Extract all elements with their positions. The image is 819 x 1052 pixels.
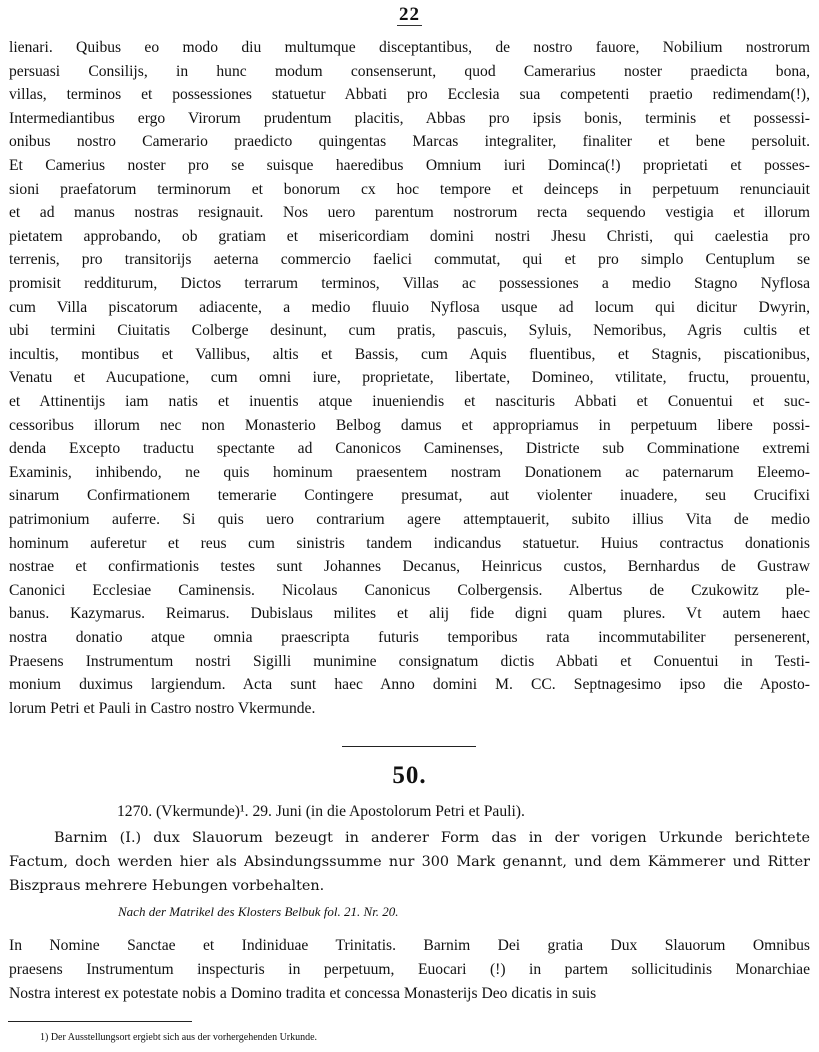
summary-line: Barnim (I.) dux Slauorum bezeugt in anderer Form das in der vorigen Urkunde berichtete bbox=[54, 830, 810, 846]
text-line: Canonici Ecclesiae Caminensis. Nicolaus Canonicus Colbergensis. Albertus de Czukowitz ple- bbox=[9, 581, 810, 599]
text-line: patrimonium auferre. Si quis uero contrarium agere attemptauerit, subito illius Vita de medio bbox=[9, 511, 810, 528]
text-line: incultis, montibus et Vallibus, altis et Bassis, cum Aquis fluentibus, et Stagnis, piscationibus, bbox=[9, 345, 810, 363]
section-divider bbox=[342, 746, 476, 747]
text-line: Venatu et Aucupatione, cum omni iure, proprietate, libertate, Domineo, vtilitate, fructu, prouentu, bbox=[9, 369, 810, 387]
text-line: banus. Kazymarus. Reimarus. Dubislaus milites et alij fide digni quam plures. Vt autem haec bbox=[9, 605, 810, 623]
text-line: hominum auferetur et reus cum sinistris tandem indicandus statuetur. Huius contractus donationis bbox=[9, 534, 810, 552]
text-line: villas, terminos et possessiones statuetur Abbati pro Ecclesia sua competenti praetio redimendam(!), bbox=[9, 86, 810, 104]
text-line: Nostra interest ex potestate nobis a Domino tradita et concessa Monasterijs Deo dicatis in suis bbox=[9, 985, 597, 1002]
text-line: terrenis, pro transitorijs aeterna commercio faelici commutat, qui et pro simplo Centuplum se bbox=[9, 251, 810, 269]
source-reference: Nach der Matrikel des Klosters Belbuk fol. 21. Nr. 20. bbox=[118, 904, 399, 919]
text-line: onibus nostro Camerario praedicto quingentas Marcas integraliter, finaliter et bene persoluit. bbox=[9, 133, 810, 151]
text-line: nostra donatio atque omnia praescripta futuris temporibus rata incommutabiliter persenerent, bbox=[9, 629, 810, 646]
document-dateline: 1270. (Vkermunde)¹. 29. Juni (in die Apostolorum Petri et Pauli). bbox=[117, 803, 525, 820]
text-line: ubi termini Ciuitatis Colberge desinunt, cum pratis, pascuis, Syluis, Nemoribus, Agris cultis et bbox=[9, 322, 810, 340]
text-line: Et Camerius noster pro se suisque haeredibus Omnium iuri Dominca(!) proprietati et posses- bbox=[9, 157, 810, 174]
summary-line: Factum, doch werden hier als Absindungssumme nur 300 Mark genannt, und dem Kämmerer und Ritter bbox=[9, 854, 810, 870]
text-line: monium duximus largiendum. Acta sunt haec Anno domini M. CC. Septnagesimo ipso die Aposto- bbox=[9, 676, 810, 694]
text-line: Praesens Instrumentum nostri Sigilli munimine consignatum dictis Abbati et Conuentui in Testi- bbox=[9, 652, 810, 670]
text-line: cum Villa piscatorum adiacente, a medio fluuio Nyflosa usque ad locum qui dicitur Dwyrin, bbox=[9, 298, 810, 316]
text-line: pietatem approbando, ob gratiam et misericordiam domini nostri Jhesu Christi, qui caelestia pro bbox=[9, 227, 810, 245]
text-line: Examinis, inhibendo, ne quis hominum praesentem nostram Donationem ac paternarum Eleemo- bbox=[9, 463, 810, 481]
text-line: Intermediantibus ergo Virorum prudentum placitis, Abbas pro ipsis bonis, terminis et possessi- bbox=[9, 109, 810, 127]
summary-line: Biszpraus mehrere Hebungen vorbehalten. bbox=[9, 878, 325, 894]
text-line: praesens Instrumentum inspecturis in perpetuum, Euocari (!) in partem sollicitudinis Monarchiae bbox=[9, 961, 810, 978]
text-line: et Attinentijs iam natis et inuentis atque inueniendis et nascituris Abbati et Conuentui et suc- bbox=[9, 393, 810, 410]
text-line: persuasi Consilijs, in hunc modum consenserunt, quod Camerarius noster praedicta bona, bbox=[9, 62, 810, 80]
text-line: denda Excepto traductu spectante ad Canonicos Caminenses, Districte sub Comminatione extremi bbox=[9, 440, 810, 458]
text-line: In Nomine Sanctae et Indiniduae Trinitatis. Barnim Dei gratia Dux Slauorum Omnibus bbox=[9, 937, 810, 954]
document-number: 50. bbox=[392, 762, 427, 789]
text-line: nostrae et confirmationis testes sunt Johannes Decanus, Heinricus custos, Bernhardus de Gustraw bbox=[9, 558, 810, 576]
text-line: promisit redditurum, Dictos terrarum terminos, Villas ac possessiones a medio Stagno Nyflosa bbox=[9, 275, 810, 292]
text-line: lorum Petri et Pauli in Castro nostro Vkermunde. bbox=[9, 699, 316, 717]
text-line: cessoribus illorum nec non Monasterio Belbog damus et appropriamus in perpetuum libere possi- bbox=[9, 416, 810, 434]
footnote-divider bbox=[8, 1021, 192, 1022]
text-line: sioni praefatorum terminorum et bonorum cx hoc tempore et deinceps in perpetuum renunciauit bbox=[9, 180, 810, 198]
text-line: sinarum Confirmationem temerarie Contingere presumat, aut violenter inuadere, seu Crucifixi bbox=[9, 487, 810, 505]
text-line: lienari. Quibus eo modo diu multumque disceptantibus, de nostro fauore, Nobilium nostrorum bbox=[9, 39, 810, 56]
text-line: et ad manus nostras resignauit. Nos uero parentum nostrorum recta sequendo vestigia et illorum bbox=[9, 204, 810, 222]
footnote: 1) Der Ausstellungsort ergiebt sich aus der vorhergehenden Urkunde. bbox=[40, 1032, 318, 1043]
page-number: 22 bbox=[399, 4, 420, 25]
